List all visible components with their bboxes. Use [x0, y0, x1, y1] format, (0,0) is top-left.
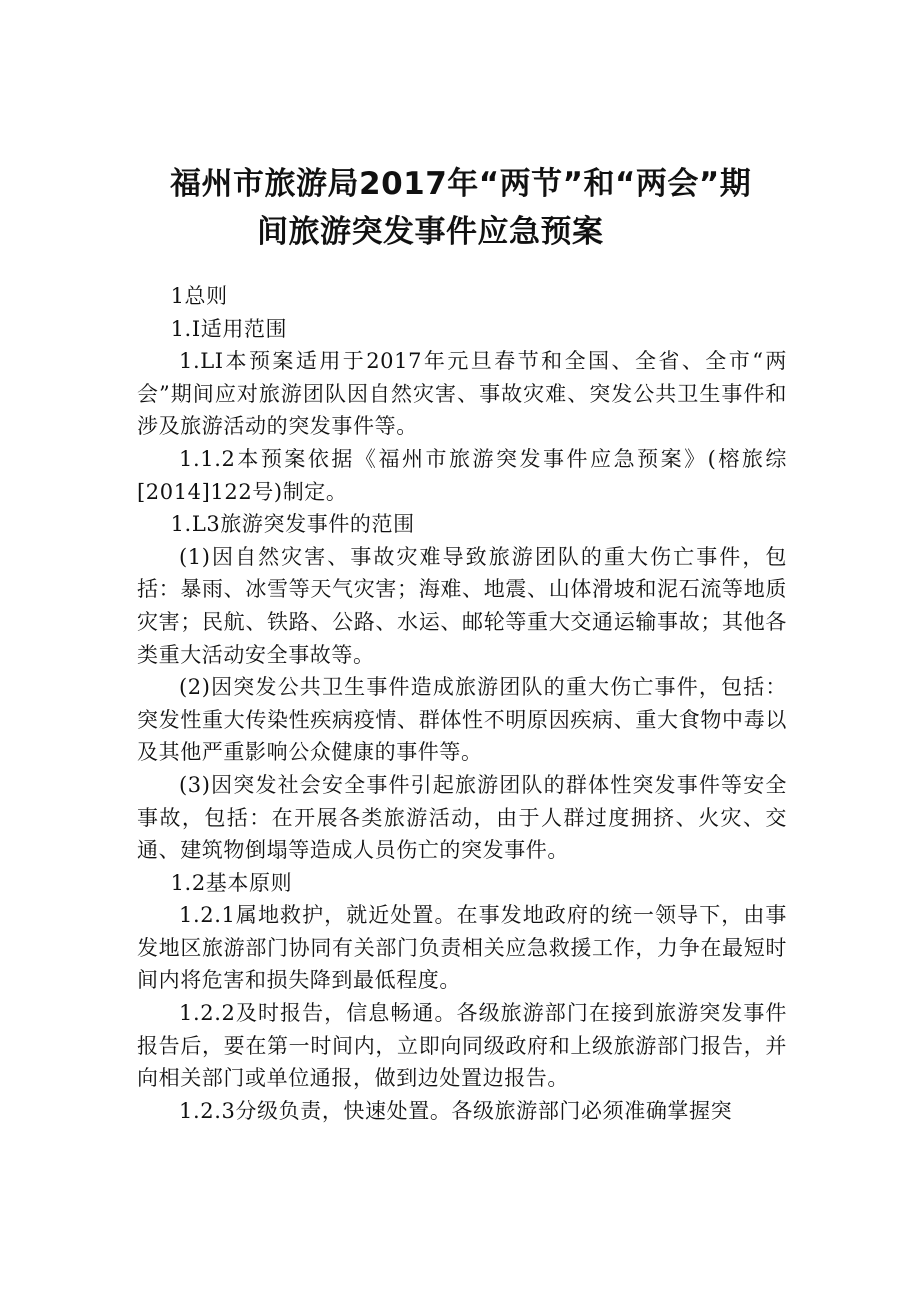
document-title	[120, 160, 820, 256]
paragraph-1-1-1: 1.LI本预案适用于2017年元旦春节和全国、全省、全市“两会”期间应对旅游团队因自然灾害、事故灾难、突发公共卫生事件和涉及旅游活动的突发事件等。	[137, 349, 787, 439]
paragraph-1-2-1: 1.2.1属地救护，就近处置。在事发地政府的统一领导下，由事发地区旅游部门协同有关部门负责相关应急救援工作，力争在最短时间内将危害和损失降到最低程度。	[137, 903, 787, 993]
list-item-3: (3)因突发社会安全事件引起旅游团队的群体性突发事件等安全事故，包括：在开展各类旅游活动，由于人群过度拥挤、火灾、交通、建筑物倒塌等造成人员伤亡的突发事件。	[137, 772, 787, 863]
paragraph-1-1-2: 1.1.2本预案依据《福州市旅游突发事件应急预案》(榕旅综[2014]122号)制定。	[137, 446, 787, 504]
document-body	[137, 280, 787, 1127]
paragraph-1-2-3: 1.2.3分级负责，快速处置。各级旅游部门必须准确掌握突	[179, 1098, 733, 1123]
paragraph-1-1-3: 1.L3旅游突发事件的范围	[170, 512, 415, 537]
title-line-1: 福州市旅游局2017年“两节”和“两会”期	[170, 166, 752, 202]
list-item-1: (1)因自然灾害、事故灾难导致旅游团队的重大伤亡事件，包括：暴雨、冰雪等天气灾害；海难、地震、山体滑坡和泥石流等地质灾害；民航、铁路、公路、水运、邮轮等重大交通运输事故；其他各类重大活动安全事故等。	[137, 544, 787, 667]
subsection-heading-scope: 1.I适用范围	[170, 316, 288, 341]
list-item-2: (2)因突发公共卫生事件造成旅游团队的重大伤亡事件，包括：突发性重大传染性疾病疫情、群体性不明原因疾病、重大食物中毒以及其他严重影响公众健康的事件等。	[137, 675, 787, 765]
title-line-2: 间旅游突发事件应急预案	[257, 214, 604, 250]
section-heading-general: 1总则	[170, 284, 228, 308]
paragraph-1-2-2: 1.2.2及时报告，信息畅通。各级旅游部门在接到旅游突发事件报告后，要在第一时间内，立即向同级政府和上级旅游部门报告，并向相关部门或单位通报，做到边处置边报告。	[137, 1001, 787, 1091]
subsection-heading-principles: 1.2基本原则	[170, 870, 293, 895]
